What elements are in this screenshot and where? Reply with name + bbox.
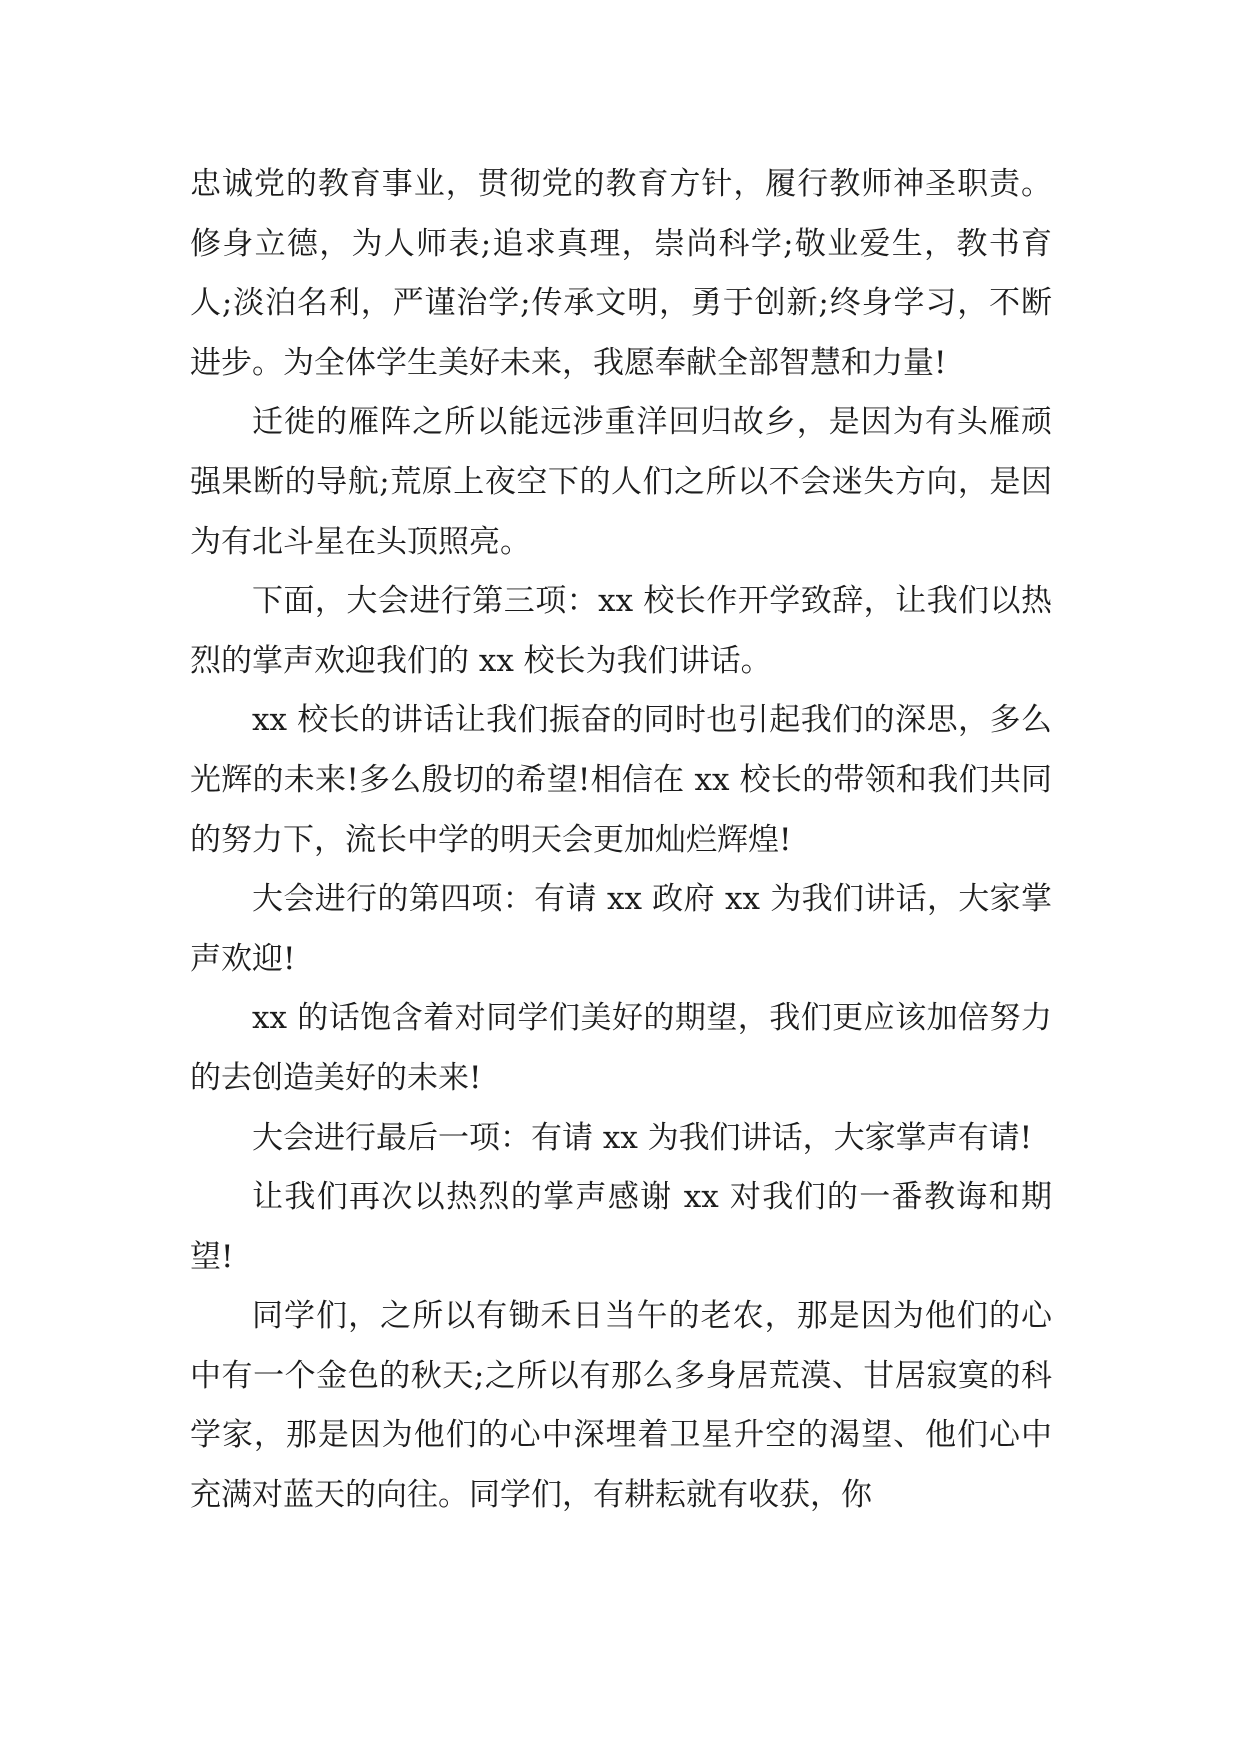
- paragraph: 大会进行最后一项：有请 xx 为我们讲话，大家掌声有请!: [252, 1119, 1033, 1156]
- paragraph: 迁徙的雁阵之所以能远涉重洋回归故乡，是因为有头雁顽强果断的导航;荒原上夜空下的人们之所以不会迷失方向，是因为有北斗星在头顶照亮。: [190, 404, 1052, 560]
- paragraph: 大会进行的第四项：有请 xx 政府 xx 为我们讲话，大家掌声欢迎!: [190, 881, 1052, 977]
- paragraph: 同学们，之所以有锄禾日当午的老农，那是因为他们的心中有一个金色的秋天;之所以有那么多身居荒漠、甘居寂寞的科学家，那是因为他们的心中深埋着卫星升空的渴望、他们心中充满对蓝天的向往。同学们，有耕耘就有收获，你: [190, 1298, 1052, 1514]
- paragraph: 下面，大会进行第三项：xx 校长作开学致辞，让我们以热烈的掌声欢迎我们的 xx 校长为我们讲话。: [190, 583, 1052, 679]
- paragraph: 让我们再次以热烈的掌声感谢 xx 对我们的一番教诲和期望!: [190, 1179, 1052, 1275]
- paragraph: xx 校长的讲话让我们振奋的同时也引起我们的深思，多么光辉的未来!多么殷切的希望!相信在 xx 校长的带领和我们共同的努力下，流长中学的明天会更加灿烂辉煌!: [190, 702, 1052, 858]
- paragraph: 忠诚党的教育事业，贯彻党的教育方针，履行教师神圣职责。修身立德，为人师表;追求真理，崇尚科学;敬业爱生，教书育人;淡泊名利，严谨治学;传承文明，勇于创新;终身学习，不断进步。为全体学生美好未来，我愿奉献全部智慧和力量!: [190, 166, 1052, 381]
- paragraph: xx 的话饱含着对同学们美好的期望，我们更应该加倍努力的去创造美好的未来!: [190, 1000, 1052, 1096]
- document-body: [190, 155, 1052, 1526]
